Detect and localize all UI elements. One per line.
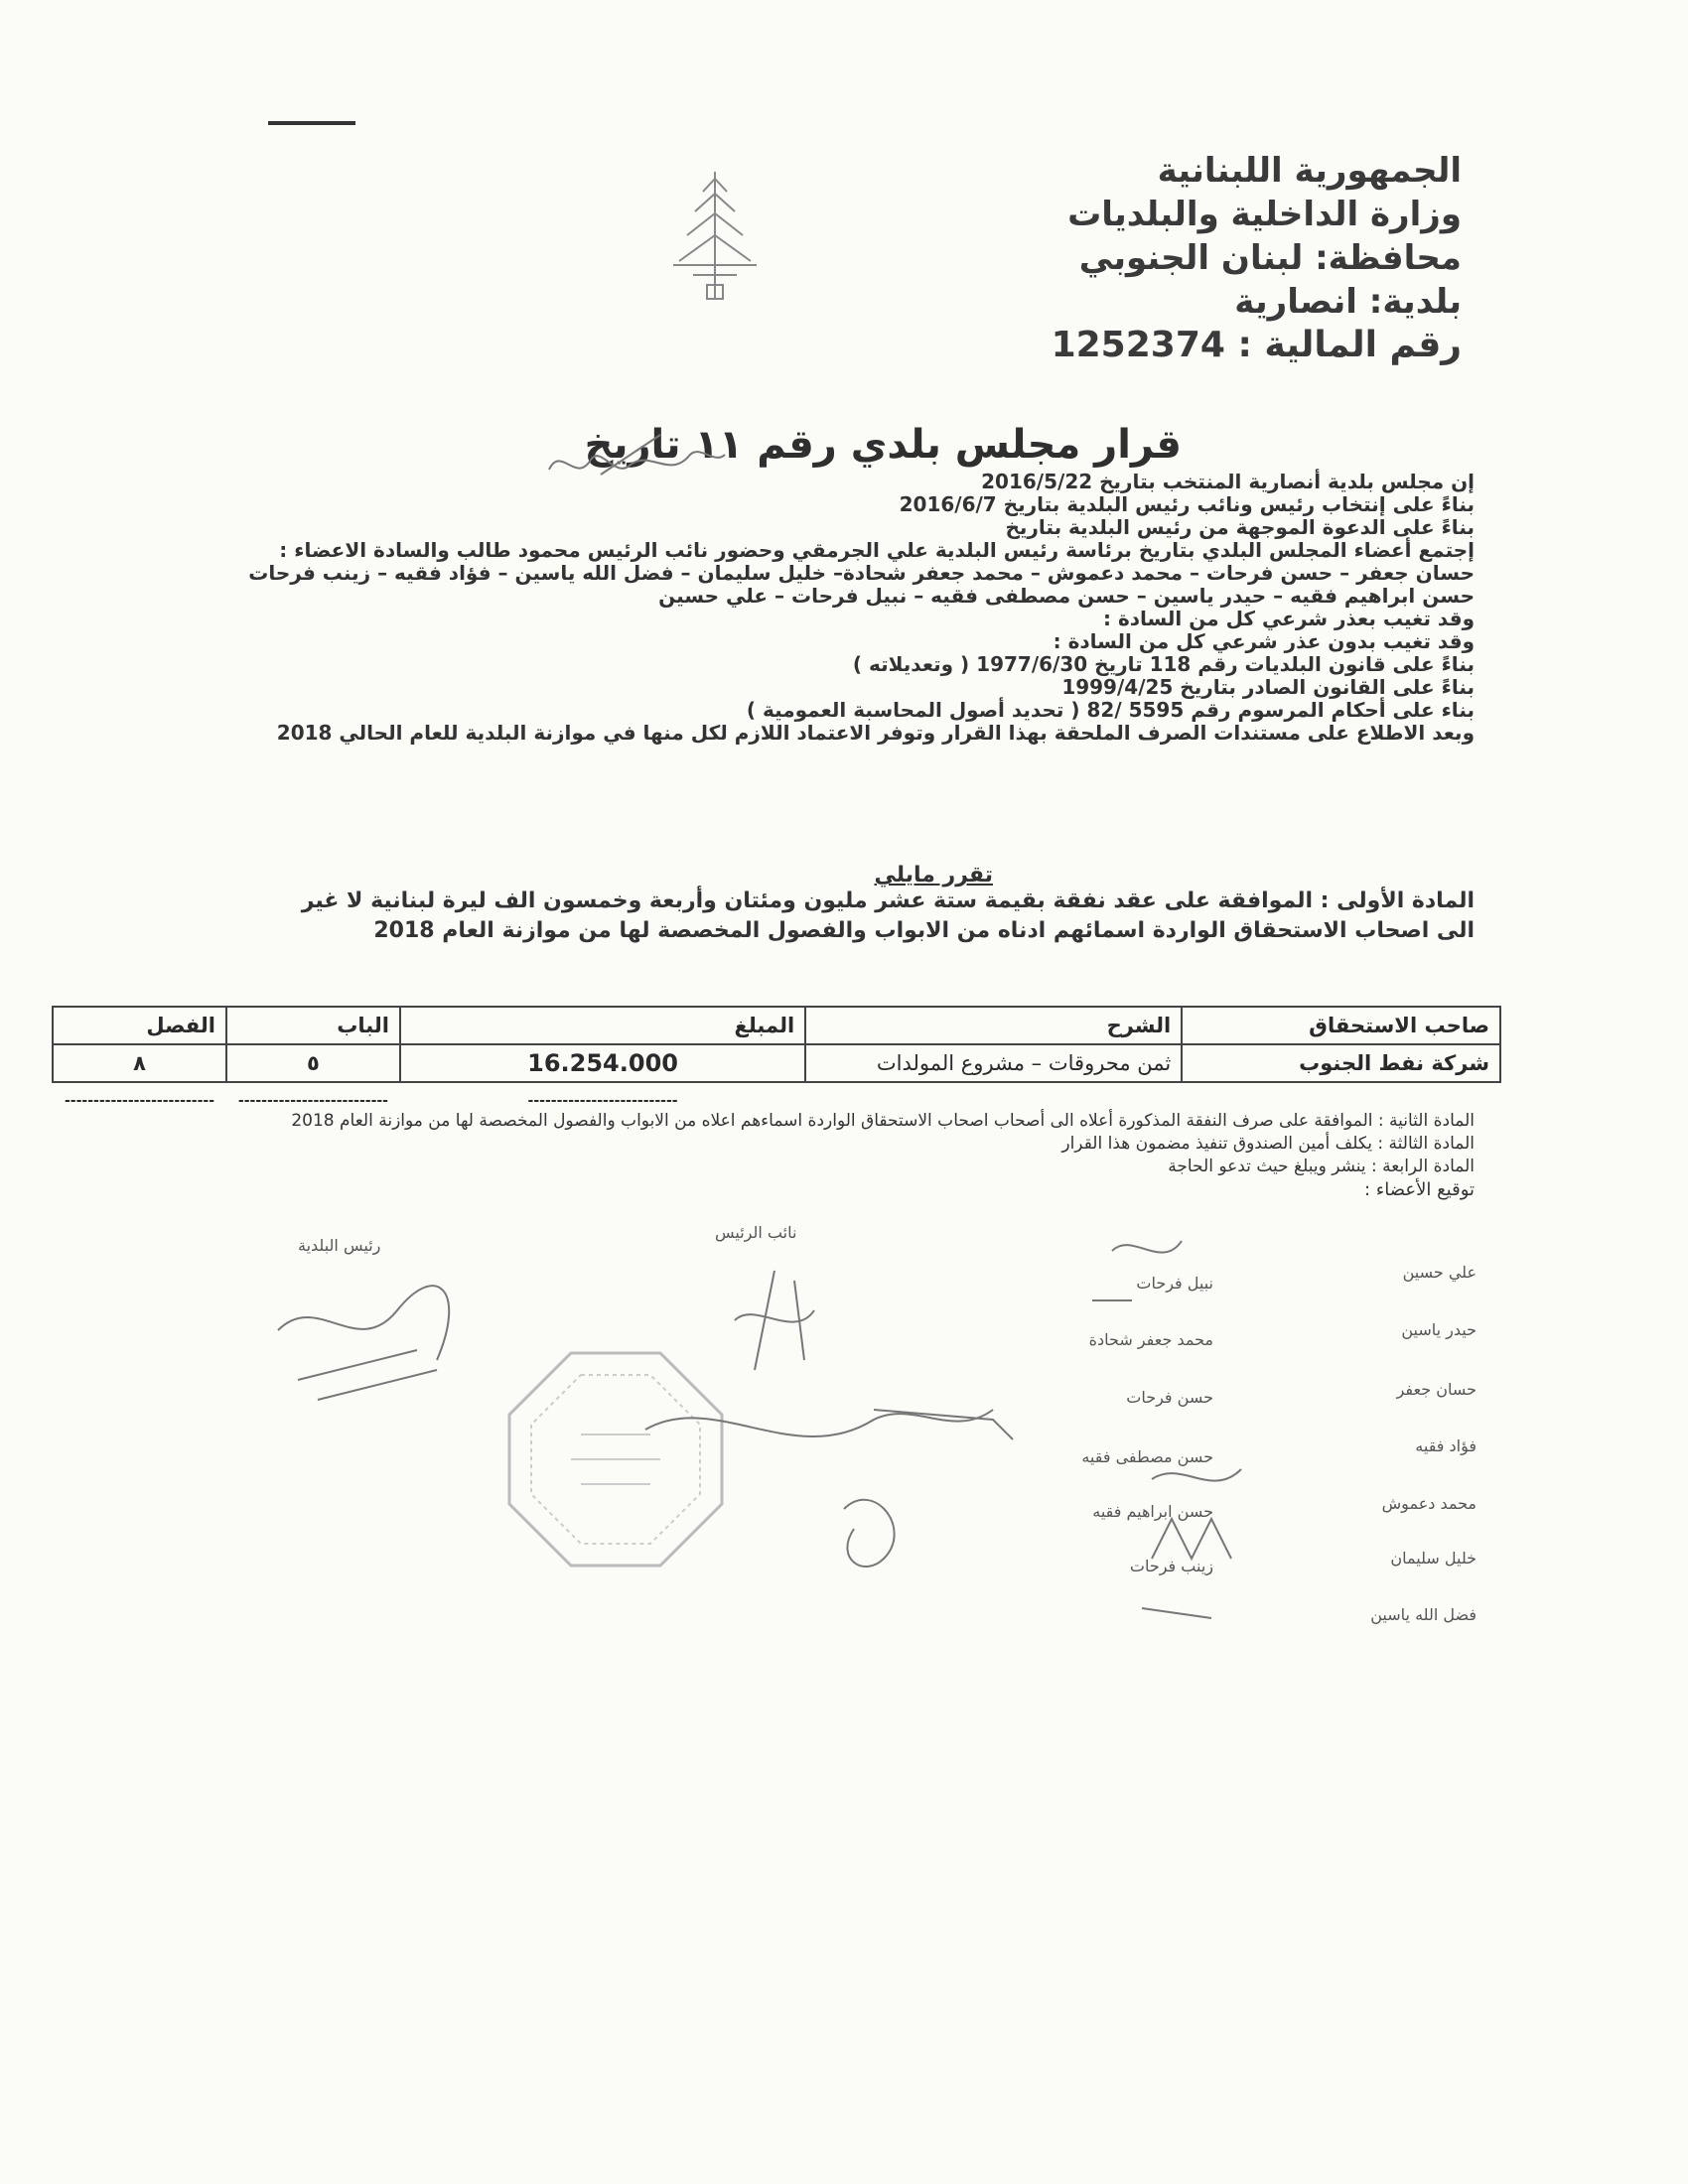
cell-section: ٥ xyxy=(226,1044,400,1082)
cell-amount: 16.254.000 xyxy=(400,1044,805,1082)
deputy-label: نائب الرئيس xyxy=(715,1223,797,1242)
municipality-name: بلدية: انصارية xyxy=(1234,282,1462,322)
cell-dashes: -------------------------- xyxy=(64,1093,215,1109)
cell-description: ثمن محروقات – مشروع المولدات xyxy=(805,1044,1182,1082)
member-name: حسن مصطفى فقيه xyxy=(1081,1447,1213,1466)
signature-scribbles xyxy=(238,1231,1410,1648)
article-line: المادة الثانية : الموافقة على صرف النفقة المذكورة أعلاه الى أصحاب اصحاب الاستحقاق الواردة اسماءهم اعلاه من الابواب والفصول المخصصة لها من موازنة العام 2018 xyxy=(291,1111,1475,1131)
decision-title: قرار مجلس بلدي رقم ١١ تاريخ xyxy=(584,422,1182,468)
preamble-line: حسن ابراهيم فقيه – حيدر ياسين – حسن مصطفى فقيه – نبيل فرحات – علي حسين xyxy=(658,584,1475,608)
payment-table xyxy=(52,1006,1501,1119)
member-name: نبيل فرحات xyxy=(1136,1274,1213,1293)
governorate-name: محافظة: لبنان الجنوبي xyxy=(1078,238,1462,278)
article-one xyxy=(65,887,1475,946)
finance-number: رقم المالية : 1252374 xyxy=(1051,325,1462,365)
preamble-line: بناءً على إنتخاب رئيس ونائب رئيس البلدية بتاريخ 2016/6/7 xyxy=(899,492,1475,516)
preamble-line: بناءً على القانون الصادر بتاريخ 1999/4/25 xyxy=(1061,675,1475,699)
member-name: علي حسين xyxy=(1402,1263,1477,1282)
member-name: محمد جعفر شحادة xyxy=(1088,1330,1213,1349)
member-name: حسن ابراهيم فقيه xyxy=(1092,1502,1213,1521)
member-name: فضل الله ياسين xyxy=(1370,1605,1477,1624)
member-name: حسن فرحات xyxy=(1126,1388,1213,1407)
cell-dashes: -------------------------- xyxy=(237,1093,388,1109)
top-mark xyxy=(268,121,355,125)
member-name: زينب فرحات xyxy=(1129,1557,1213,1575)
preamble-line: بناءً على قانون البلديات رقم 118 تاريخ 1977/6/30 ( وتعديلاته ) xyxy=(852,652,1475,676)
preamble-line: وقد تغيب بدون عذر شرعي كل من السادة : xyxy=(1053,629,1475,653)
header-amount: المبلغ xyxy=(400,1007,805,1044)
ministry-name: وزارة الداخلية والبلديات xyxy=(1067,195,1462,234)
letterhead xyxy=(945,149,1462,367)
member-name: حسان جعفر xyxy=(1396,1380,1477,1399)
preamble-line: وقد تغيب بعذر شرعي كل من السادة : xyxy=(1103,607,1475,630)
article-line: توقيع الأعضاء : xyxy=(1364,1179,1475,1200)
cedar-emblem-icon xyxy=(663,164,767,308)
article-line: المادة الثالثة : يكلف أمين الصندوق تنفيذ مضمون هذا القرار xyxy=(1061,1134,1475,1154)
cell-dashes: -------------------------- xyxy=(527,1093,678,1109)
decides-heading: تقرر مايلي xyxy=(874,863,993,887)
preamble-line: بناء على أحكام المرسوم رقم 5595 /82 ( تحديد أصول المحاسبة العمومية ) xyxy=(746,698,1475,722)
cell-beneficiary: شركة نفط الجنوب xyxy=(1182,1044,1500,1082)
member-name: خليل سليمان xyxy=(1390,1549,1477,1568)
member-name: فؤاد فقيه xyxy=(1415,1436,1477,1455)
preamble xyxy=(84,471,1475,745)
articles xyxy=(65,1110,1475,1201)
preamble-line: بناءً على الدعوة الموجهة من رئيس البلدية بتاريخ xyxy=(1005,515,1475,539)
member-name: حيدر ياسين xyxy=(1401,1320,1477,1339)
republic-name: الجمهورية اللبنانية xyxy=(1157,151,1462,191)
preamble-line: حسان جعفر – حسن فرحات – محمد دعموش – محمد جعفر شحادة– خليل سليمان – فضل الله ياسين – فؤاد فقيه – زينب فرحات xyxy=(248,561,1475,585)
mayor-label: رئيس البلدية xyxy=(298,1236,381,1255)
article-line: المادة الأولى : الموافقة على عقد نفقة بقيمة ستة عشر مليون ومئتان وأربعة وخمسون الف ليرة لبنانية لا غير xyxy=(301,888,1475,913)
preamble-line: إن مجلس بلدية أنصارية المنتخب بتاريخ 2016/5/22 xyxy=(981,470,1475,493)
article-line: الى اصحاب الاستحقاق الواردة اسمائهم ادناه من الابواب والفصول المخصصة لها من موازنة العام 2018 xyxy=(373,918,1475,943)
article-line: المادة الرابعة : ينشر ويبلغ حيث تدعو الحاجة xyxy=(1168,1157,1475,1176)
table-row xyxy=(53,1044,1500,1082)
preamble-line: وبعد الاطلاع على مستندات الصرف الملحقة بهذا القرار وتوفر الاعتماد اللازم لكل منها في موازنة البلدية للعام الحالي 2018 xyxy=(276,721,1475,745)
cell-chapter: ٨ xyxy=(53,1044,226,1082)
header-beneficiary: صاحب الاستحقاق xyxy=(1182,1007,1500,1044)
header-description: الشرح xyxy=(805,1007,1182,1044)
header-chapter: الفصل xyxy=(53,1007,226,1044)
preamble-line: إجتمع أعضاء المجلس البلدي بتاريخ برئاسة رئيس البلدية علي الجرمقي وحضور نائب الرئيس محمود طالب والسادة الاعضاء : xyxy=(279,538,1475,562)
header-section: الباب xyxy=(226,1007,400,1044)
member-name: محمد دعموش xyxy=(1381,1494,1477,1513)
